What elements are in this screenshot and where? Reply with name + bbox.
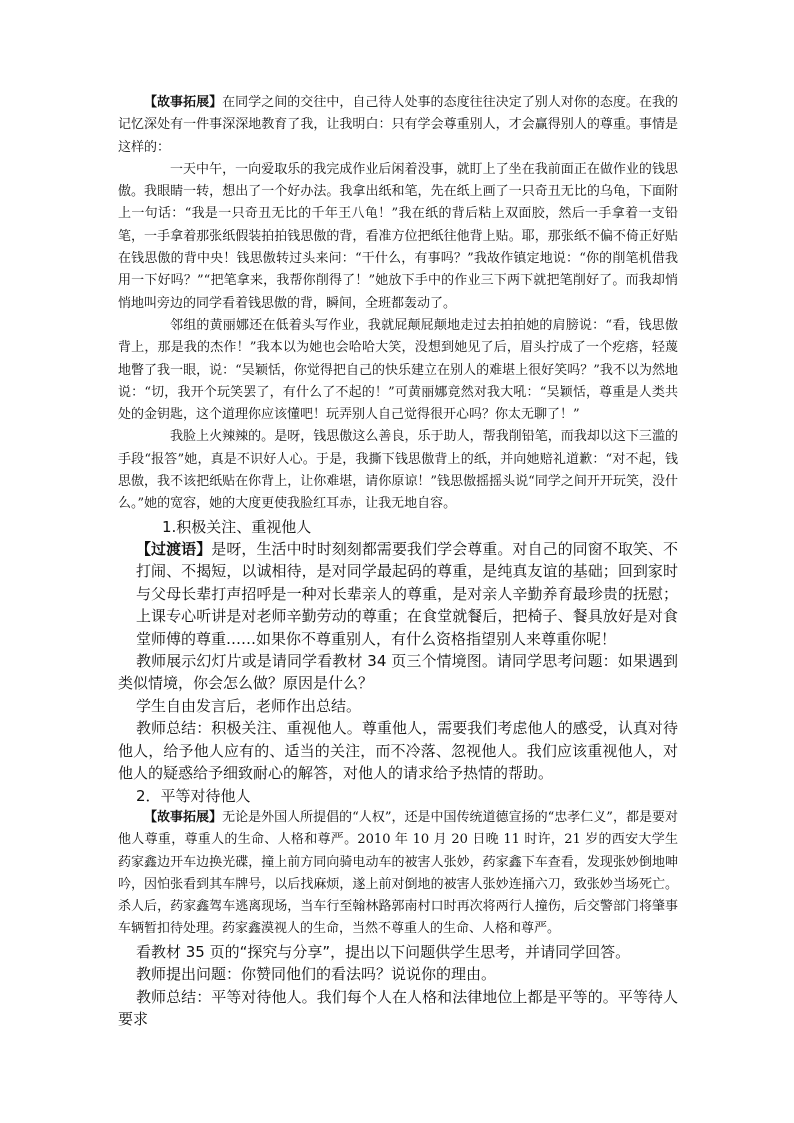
story-paragraph-2: 邻组的黄丽娜还在低着头写作业，我就屁颠屁颠地走过去拍拍她的肩膀说：“看，钱思傲背上，那是我的杰作！”我本以为她也会哈哈大笑，没想到她见了后，眉头拧成了一个疙瘩，轻蔑地瞥了我一眼，说：“吴颖恬，你觉得把自己的快乐建立在别人的难堪上很好笑吗？”我不以为然地说：“切，我开个玩笑罢了，有什么了不起的！”可黄丽娜竟然对我大吼：“吴颖恬，尊重是人类共处的金钥匙，这个道理你应该懂吧！玩弄别人自己觉得很开心吗？你太无聊了！”	[118, 317, 678, 423]
section-2-heading: 2．平等对待他人	[136, 786, 251, 805]
transition-tag: 【过渡语】	[136, 540, 212, 559]
teacher-summary-1: 教师总结：积极关注、重视他人。尊重他人，需要我们考虑他人的感受，认真对待他人，给予他人应有的、适当的关注，而不冷落、忽视他人。我们应该重视他人，对他人的疑惑给予细致耐心的解答，对他人的请求给予热情的帮助。	[118, 719, 678, 783]
story-2-text: 无论是外国人所提倡的“人权”，还是中国传统道德宣扬的“忠孝仁义”，都是要对他人尊重，尊重人的生命、人格和尊严。2010 年 10 月 20 日晚 11 时许，21 岁的西安大学生药家鑫边开车边换光碟，撞上前方同向骑电动车的被害人张妙，药家鑫下车查看，发现张妙倒地呻吟，因怕张看到其车牌号，以后找麻烦，遂上前对倒地的被害人张妙连捅六刀，致张妙当场死亡。杀人后，药家鑫驾车逃离现场，当车行至翰林路郭南村口时再次将两行人撞伤，后交警部门将肇事车辆暂扣待处理。药家鑫漠视人的生命，当然不尊重人的生命、人格和尊严。	[118, 809, 678, 937]
story-2-tag: 【故事拓展】	[144, 809, 223, 825]
textbook-instruction: 看教材 35 页的“探究与分享”，提出以下问题供学生思考，并请同学回答。	[136, 942, 631, 961]
story-paragraph-3: 我脸上火辣辣的。是呀，钱思傲这么善良，乐于助人，帮我削铅笔，而我却以这下三滥的手段“报答”她，真是不识好人心。于是，我撕下钱思傲背上的纸，并向她赔礼道歉：“对不起，钱思傲，我不该把纸贴在你背上，让你难堪，请你原谅！”钱思傲摇摇头说“同学之间开开玩笑，没什么。”她的宽容，她的大度更使我脸红耳赤，让我无地自容。	[118, 429, 678, 512]
story-tag: 【故事拓展】	[144, 95, 223, 110]
story-2	[118, 807, 678, 941]
document-page	[118, 92, 678, 1030]
section-1-heading: 1.积极关注、重视他人	[162, 517, 312, 536]
transition-paragraph	[118, 538, 678, 650]
story-paragraph-1: 一天中午，一向爱取乐的我完成作业后闲着没事，就盯上了坐在我前面正在做作业的钱思傲。我眼睛一转，想出了一个好办法。我拿出纸和笔，先在纸上画了一只奇丑无比的乌龟，下面附上一句话：“我是一只奇丑无比的千年王八龟！”我在纸的背后粘上双面胶，然后一手拿着一支铅笔，一手拿着那张纸假装拍拍钱思傲的背，看准方位把纸往他背上贴。耶，那张纸不偏不倚正好贴在钱思傲的背中央！钱思傲转过头来问：“干什么，有事吗？”我故作镇定地说：“你的削笔机借我用一下好吗？”“把笔拿来，我帮你削得了！”她放下手中的作业三下两下就把笔削好了。而我却悄悄地叫旁边的同学看着钱思傲的背，瞬间，全班都轰动了。	[118, 161, 678, 311]
story-intro	[118, 92, 678, 159]
slide-instruction: 教师展示幻灯片或是请同学看教材 34 页三个情境图。请同学思考问题：如果遇到类似情境，你会怎么做？原因是什么？	[118, 652, 678, 693]
free-discussion: 学生自由发言后，老师作出总结。	[136, 696, 362, 715]
teacher-question: 教师提出问题：你赞同他们的看法吗？说说你的理由。	[136, 965, 497, 984]
transition-text: 是呀，生活中时时刻刻都需要我们学会尊重。对自己的同窗不取笑、不打闹、不揭短，以诚相待，是对同学最起码的尊重，是纯真友谊的基础；回到家时与父母长辈打声招呼是一种对长辈亲人的尊重，是对亲人辛勤养育最珍贵的抚慰；上课专心听讲是对老师辛勤劳动的尊重；在食堂就餐后，把椅子、餐具放好是对食堂师傅的尊重……如果你不尊重别人，有什么资格指望别人来尊重你呢！	[136, 540, 678, 648]
teacher-summary-2: 教师总结：平等对待他人。我们每个人在人格和法律地位上都是平等的。平等待人要求	[118, 987, 678, 1028]
story-intro-text: 在同学之间的交往中，自己待人处事的态度往往决定了别人对你的态度。在我的记忆深处有一件事深深地教育了我，让我明白：只有学会尊重别人，才会赢得别人的尊重。事情是这样的：	[118, 95, 678, 155]
